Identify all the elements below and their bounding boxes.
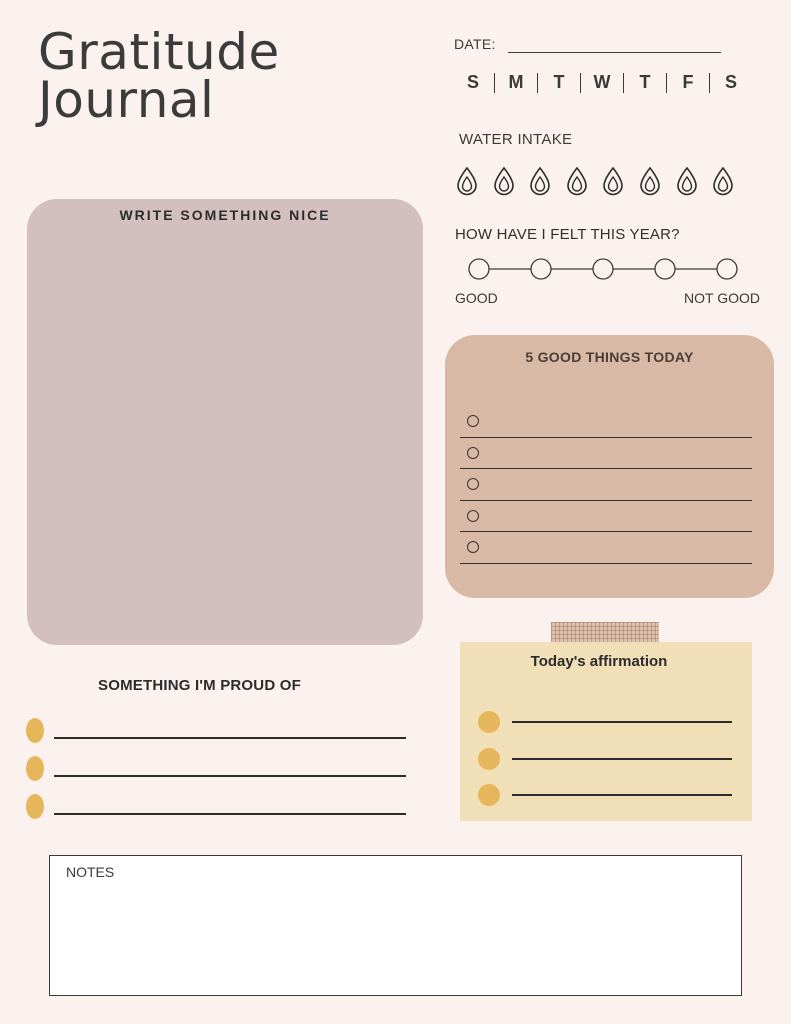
year-feeling-scale [466,258,742,282]
scale-option-4[interactable] [655,259,675,279]
weekday-monday[interactable]: M [508,72,524,92]
good-things-list [460,406,752,564]
proud-title: SOMETHING I'M PROUD OF [98,677,301,694]
notes-label: NOTES [66,864,115,880]
weekday-wednesday[interactable]: W [593,72,611,92]
writing-line[interactable] [54,813,406,815]
water-drop-icon[interactable] [529,166,566,196]
scale-option-2[interactable] [531,259,551,279]
notes-box[interactable] [49,855,742,996]
water-drop-icon[interactable] [639,166,676,196]
affirmation-row[interactable] [478,777,732,814]
weekday-friday[interactable]: F [682,72,694,92]
affirmation-row[interactable] [478,741,732,778]
good-things-title: 5 GOOD THINGS TODAY [525,349,694,365]
write-something-nice-title: WRITE SOMETHING NICE [119,207,331,223]
scale-option-3[interactable] [593,259,613,279]
affirmation-row[interactable] [478,704,732,741]
water-intake-label: WATER INTAKE [459,131,573,148]
bullet-dot-icon [478,748,500,770]
checkbox-circle-icon[interactable] [467,541,479,553]
scale-high-label: NOT GOOD [684,290,760,306]
weekday-selector [458,72,746,93]
weekday-tuesday[interactable]: T [553,72,565,92]
scale-option-5[interactable] [717,259,737,279]
weekday-divider [709,73,710,93]
bullet-dot-icon [26,718,44,743]
bullet-dot-icon [478,784,500,806]
water-drop-icon[interactable] [456,166,493,196]
proud-row[interactable] [26,787,406,825]
weekday-sunday[interactable]: S [466,72,479,92]
good-thing-row[interactable] [460,501,752,533]
weekday-divider [537,73,538,93]
checkbox-circle-icon[interactable] [467,447,479,459]
year-feeling-label: HOW HAVE I FELT THIS YEAR? [455,226,680,243]
proud-row[interactable] [26,749,406,787]
proud-row[interactable] [26,711,406,749]
weekday-divider [623,73,624,93]
good-thing-row[interactable] [460,438,752,470]
date-input-line[interactable] [508,52,721,53]
weekday-thursday[interactable]: T [639,72,651,92]
checkbox-circle-icon[interactable] [467,510,479,522]
bullet-dot-icon [478,711,500,733]
checkbox-circle-icon[interactable] [467,478,479,490]
writing-line[interactable] [512,758,732,760]
weekday-saturday[interactable]: S [724,72,737,92]
journal-title-line2: Journal [38,71,215,129]
weekday-divider [494,73,495,93]
scale-low-label: GOOD [455,290,498,306]
weekday-divider [580,73,581,93]
water-drop-icon[interactable] [602,166,639,196]
affirmation-list [478,704,732,814]
water-intake-tracker [456,166,749,196]
good-thing-row[interactable] [460,406,752,438]
journal-title-line1: Gratitude [38,23,280,81]
water-drop-icon[interactable] [493,166,530,196]
weekday-divider [666,73,667,93]
writing-line[interactable] [512,794,732,796]
water-drop-icon[interactable] [712,166,749,196]
journal-title [38,23,280,129]
good-thing-row[interactable] [460,532,752,564]
date-label: DATE: [454,36,496,52]
scale-option-1[interactable] [469,259,489,279]
good-thing-row[interactable] [460,469,752,501]
proud-list [26,711,406,825]
bullet-dot-icon [26,794,44,819]
writing-line[interactable] [54,775,406,777]
write-something-nice-box[interactable] [27,199,423,645]
writing-line[interactable] [54,737,406,739]
writing-line[interactable] [512,721,732,723]
water-drop-icon[interactable] [566,166,603,196]
bullet-dot-icon [26,756,44,781]
checkbox-circle-icon[interactable] [467,415,479,427]
affirmation-title: Today's affirmation [530,653,668,670]
water-drop-icon[interactable] [676,166,713,196]
